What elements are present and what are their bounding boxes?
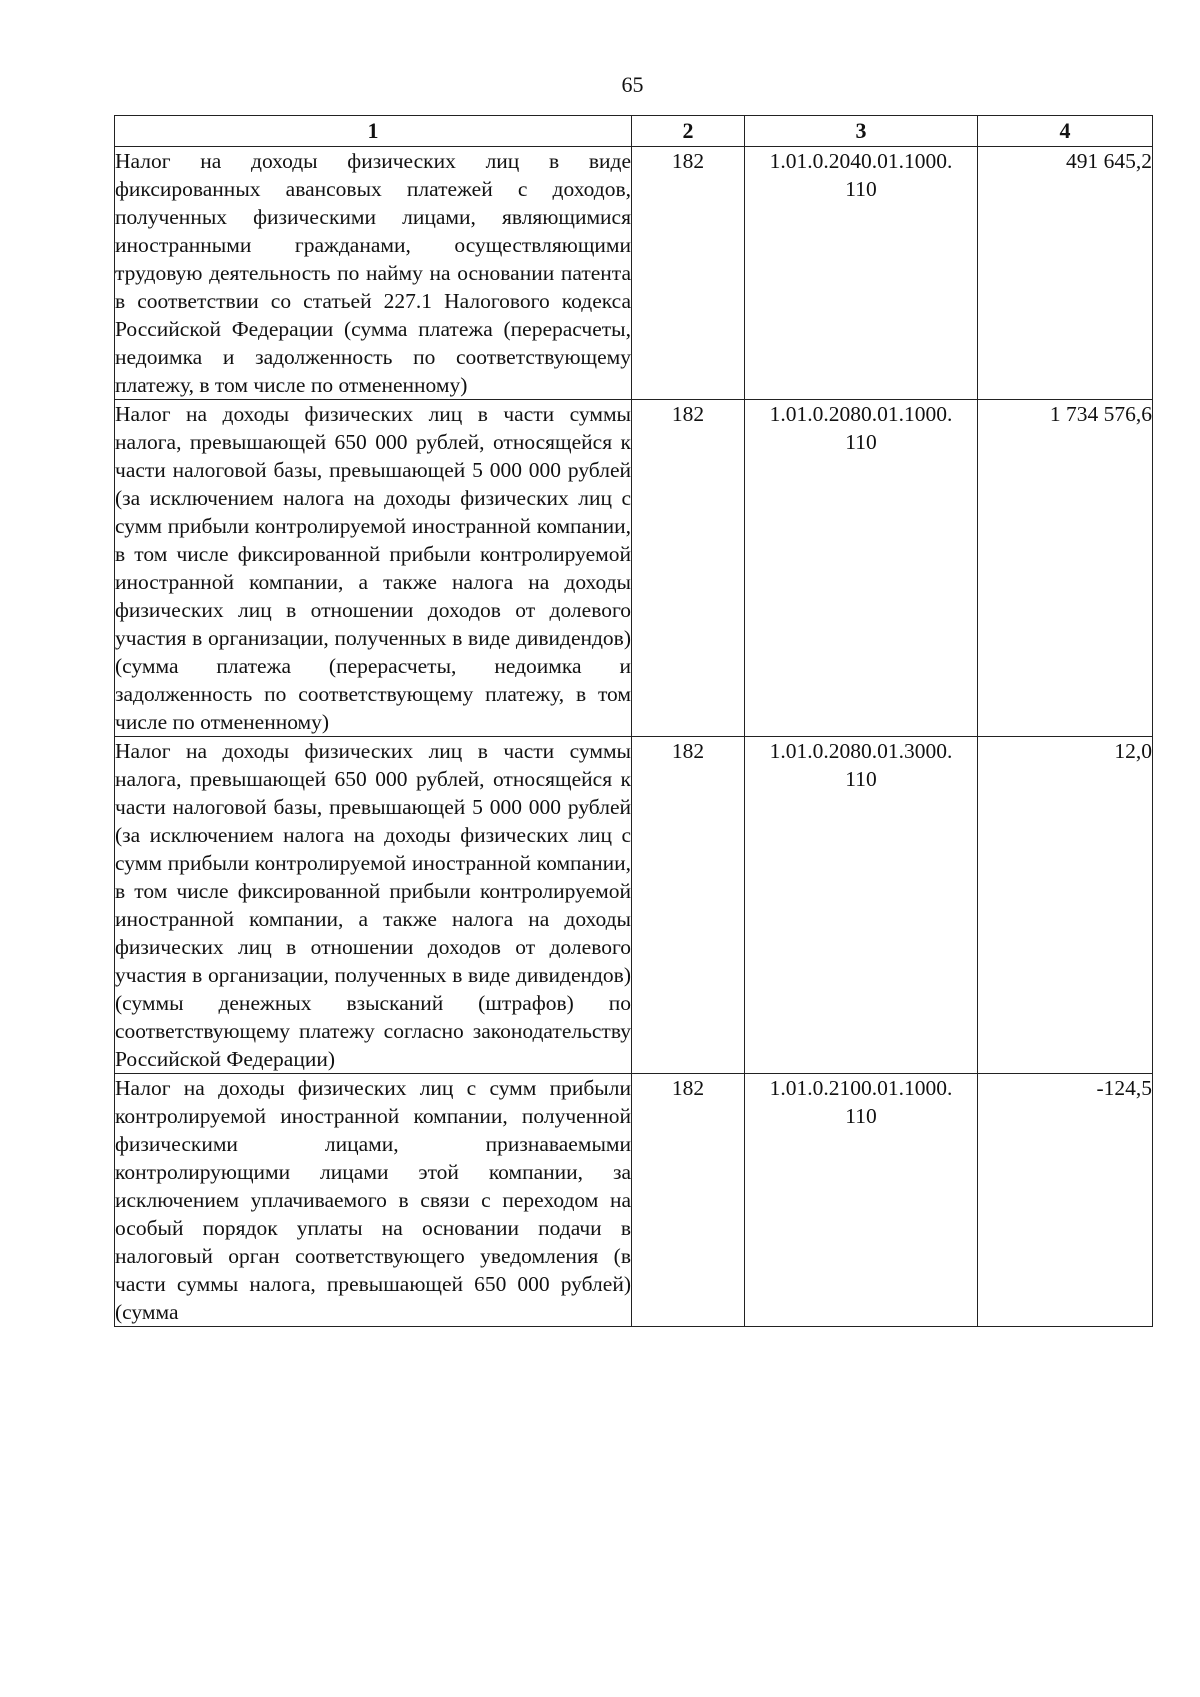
budget-classification-code [745,147,978,400]
budget-classification-code [745,400,978,737]
administrator-code: 182 [632,400,745,737]
column-header-4: 4 [978,116,1153,147]
page-number: 65 [621,72,644,97]
column-header-2: 2 [632,116,745,147]
administrator-code: 182 [632,1074,745,1327]
code-line-1: 1.01.0.2100.01.1000. [769,1076,953,1100]
administrator-code: 182 [632,147,745,400]
code-line-2: 110 [845,430,877,454]
amount: 491 645,2 [978,147,1153,400]
income-description: Налог на доходы физических лиц с сумм прибыли контролируемой иностранной компании, полученной физическими лицами, признаваемыми контролирующими лицами этой компании, за исключением уплачиваемого в связи с переходом на особый порядок уплаты на основании подачи в налоговый орган соответствующего уведомления (в части суммы налога, превышающей 650 000 рублей) (сумма [115,1074,632,1327]
amount: 12,0 [978,737,1153,1074]
table-row [115,147,1153,400]
table-header-row [115,116,1153,147]
code-line-1: 1.01.0.2080.01.3000. [769,739,953,763]
code-line-2: 110 [845,1104,877,1128]
amount: -124,5 [978,1074,1153,1327]
code-line-1: 1.01.0.2040.01.1000. [769,149,953,173]
code-line-2: 110 [845,177,877,201]
column-header-3: 3 [745,116,978,147]
code-line-2: 110 [845,767,877,791]
table-row [115,1074,1153,1327]
income-description: Налог на доходы физических лиц в части суммы налога, превышающей 650 000 рублей, относящейся к части налоговой базы, превышающей 5 000 000 рублей (за исключением налога на доходы физических лиц с сумм прибыли контролируемой иностранной компании, в том числе фиксированной прибыли контролируемой иностранной компании, а также налога на доходы физических лиц в отношении доходов от долевого участия в организации, полученных в виде дивидендов) (суммы денежных взысканий (штрафов) по соответствующему платежу согласно законодательству Российской Федерации) [115,737,632,1074]
code-line-1: 1.01.0.2080.01.1000. [769,402,953,426]
administrator-code: 182 [632,737,745,1074]
column-header-1: 1 [115,116,632,147]
budget-income-table [114,115,1153,1327]
amount: 1 734 576,6 [978,400,1153,737]
income-description: Налог на доходы физических лиц в виде фиксированных авансовых платежей с доходов, полученных физическими лицами, являющимися иностранными гражданами, осуществляющими трудовую деятельность по найму на основании патента в соответствии со статьей 227.1 Налогового кодекса Российской Федерации (сумма платежа (перерасчеты, недоимка и задолженность по соответствующему платежу, в том числе по отмененному) [115,147,632,400]
budget-classification-code [745,1074,978,1327]
table-row [115,737,1153,1074]
income-description: Налог на доходы физических лиц в части суммы налога, превышающей 650 000 рублей, относящейся к части налоговой базы, превышающей 5 000 000 рублей (за исключением налога на доходы физических лиц с сумм прибыли контролируемой иностранной компании, в том числе фиксированной прибыли контролируемой иностранной компании, а также налога на доходы физических лиц в отношении доходов от долевого участия в организации, полученных в виде дивидендов) (сумма платежа (перерасчеты, недоимка и задолженность по соответствующему платежу, в том числе по отмененному) [115,400,632,737]
table-row [115,400,1153,737]
budget-classification-code [745,737,978,1074]
